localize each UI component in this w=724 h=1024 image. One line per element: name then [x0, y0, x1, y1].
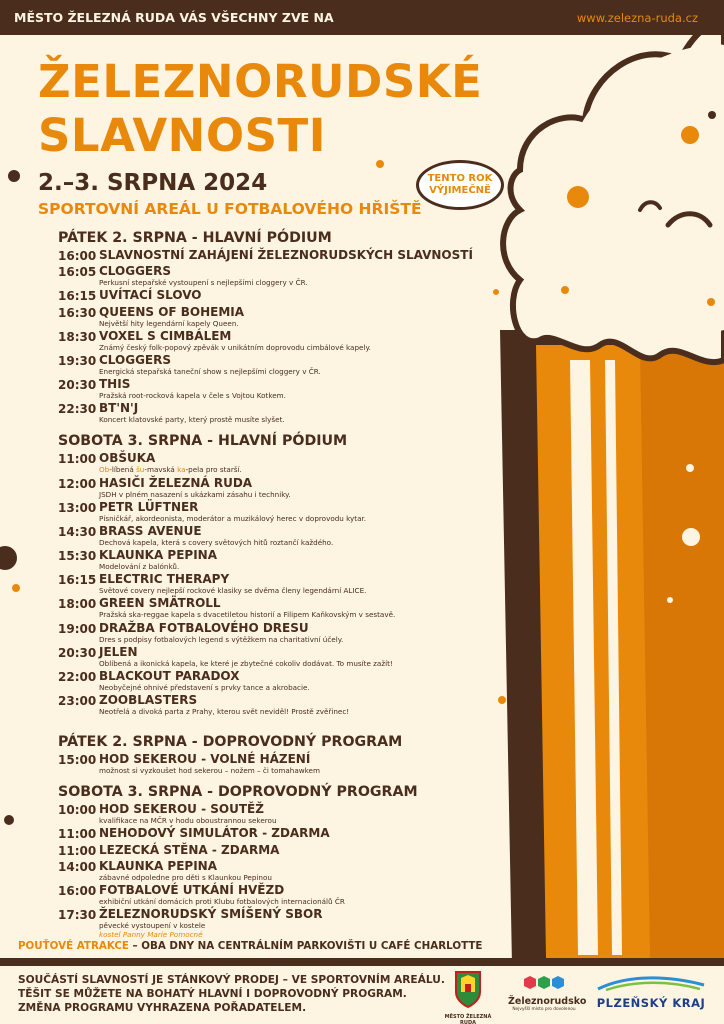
event-description: JSDH v plném nasazení s ukázkami zásahu i techniky.: [99, 489, 291, 499]
title-line-2: SLAVNOSTI: [38, 109, 326, 162]
town-logo-caption: MĚSTO ŽELEZNÁ RUDA: [444, 1014, 492, 1024]
zeleznorudsko-caption: Nejvyšší místo pro dovolenou: [512, 1007, 576, 1012]
event-name: DRAŽBA FOTBALOVÉHO DRESU: [99, 620, 309, 635]
event-row: [58, 670, 478, 692]
event-row: [58, 573, 478, 595]
event-time: 17:30: [58, 908, 97, 923]
event-time: 15:30: [58, 549, 97, 564]
event-row: [58, 803, 478, 825]
event-body: [99, 378, 478, 400]
event-time: 16:30: [58, 305, 97, 320]
event-description: zábavné odpoledne pro děti s Klaunkou Pepinou: [99, 872, 272, 882]
event-description: Energická stepařská taneční show s nejlepšími cloggery v ČR.: [99, 366, 321, 376]
event-body: [99, 622, 478, 644]
event-body: [99, 844, 478, 858]
event-time: 23:00: [58, 694, 97, 709]
bubble-line-2: VÝJIMEČNĚ: [429, 185, 491, 196]
event-name: HOD SEKEROU - VOLNÉ HÁZENÍ: [99, 752, 311, 767]
event-body: [99, 884, 478, 906]
event-time: 19:00: [58, 621, 97, 636]
event-row: [58, 694, 478, 716]
event-description: Největší hity legendární kapely Queen.: [99, 318, 239, 328]
event-description: [99, 465, 478, 474]
event-name: KLAUNKA PEPINA: [99, 858, 217, 873]
event-venue-note: kostel Panny Marie Pomocné: [99, 930, 203, 940]
event-time: 11:00: [58, 843, 97, 858]
event-body: [99, 803, 478, 825]
event-body: [99, 452, 478, 474]
event-description: Písničkář, akordeonista, moderátor a muzikálový herec v doprovodu kytar.: [99, 513, 367, 523]
footer-note: [18, 973, 445, 1015]
event-description: Pražská ska-reggae kapela s dvacetiletou historií a Filipem Kaňkovským v sestavě.: [99, 610, 396, 620]
event-name: VOXEL S CIMBÁLEM: [99, 328, 232, 343]
event-description: Neotřelá a divoká parta z Prahy, kterou svět neviděl! Prostě zvěřinec!: [99, 707, 350, 717]
event-row: [58, 753, 478, 775]
page-title: [38, 55, 482, 163]
event-name: BLACKOUT PARADOX: [99, 669, 240, 683]
event-name: FOTBALOVÉ UTKÁNÍ HVĚZD: [99, 882, 285, 897]
event-row: [58, 265, 478, 287]
event-name: KLAUNKA PEPINA: [99, 548, 217, 563]
event-body: [99, 860, 478, 882]
event-description: Světové covery nejlepší rockové klasiky se dvěma členy legendární ALICE.: [99, 586, 367, 596]
event-row: [58, 646, 478, 668]
section-heading: SOBOTA 3. SRPNA - HLAVNÍ PÓDIUM: [58, 433, 348, 450]
event-name: SLAVNOSTNÍ ZAHÁJENÍ ŽELEZNORUDSKÝCH SLAVNOSTÍ: [99, 248, 473, 262]
event-body: [99, 249, 478, 263]
zeleznorudsko-name: Železnorudsko: [508, 996, 587, 1007]
event-name: QUEENS OF BOHEMIA: [99, 304, 245, 319]
event-description: Dres s podpisy fotbalových legend s výtěžkem na charitativní účely.: [99, 634, 344, 644]
title-line-1: ŽELEZNORUDSKÉ: [38, 55, 483, 108]
event-date: 2.–3. SRPNA 2024: [38, 170, 268, 196]
event-time: 12:00: [58, 476, 97, 491]
footer-line-3: ZMĚNA PROGRAMU VYHRAZENA POŘADATELEM.: [18, 1002, 307, 1014]
event-time: 15:00: [58, 753, 97, 768]
event-time: 11:00: [58, 452, 97, 467]
event-time: 11:00: [58, 827, 97, 842]
event-body: [99, 265, 478, 287]
town-logo: [438, 970, 498, 1024]
event-description: Neobyčejné ohnivé představení s prvky tance a akrobacie.: [99, 683, 310, 692]
hexagons-icon: [522, 974, 566, 992]
description-fragment: -mavská: [144, 465, 178, 475]
event-body: [99, 549, 478, 571]
speech-bubble: [416, 160, 504, 210]
website-link[interactable]: www.zelezna-ruda.cz: [576, 11, 698, 25]
event-time: 10:00: [58, 803, 97, 818]
event-row: [58, 597, 478, 619]
event-time: 16:00: [58, 249, 97, 263]
event-row: [58, 525, 478, 547]
event-body: [99, 597, 478, 619]
region-logo: [590, 975, 712, 1010]
description-fragment: Ob: [99, 465, 110, 475]
invite-text: MĚSTO ŽELEZNÁ RUDA VÁS VŠECHNY ZVE NA: [14, 10, 334, 25]
top-bar: [0, 0, 724, 35]
event-row: [58, 860, 478, 882]
event-time: 22:00: [58, 670, 97, 684]
coat-of-arms-icon: [454, 970, 482, 1008]
event-description: Pražská root-rocková kapela v čele s Vojtou Kotkem.: [99, 391, 286, 401]
event-description: Modelování z balónků.: [99, 562, 180, 572]
event-row: [58, 289, 478, 303]
event-time: 20:30: [58, 378, 97, 393]
event-row: [58, 330, 478, 352]
program-list: [58, 230, 478, 939]
event-row: [58, 908, 478, 939]
event-row: [58, 402, 478, 424]
event-body: [99, 354, 478, 376]
event-time: 19:30: [58, 353, 97, 368]
rides-label: POUŤOVÉ ATRAKCE: [18, 940, 129, 952]
description-fragment: ka: [177, 465, 186, 475]
event-body: [99, 573, 478, 595]
event-row: [58, 306, 478, 328]
event-name: ZOOBLASTERS: [99, 693, 198, 708]
footer-line-1: SOUČÁSTÍ SLAVNOSTÍ JE STÁNKOVÝ PRODEJ – VE SPORTOVNÍM AREÁLU.: [18, 974, 445, 986]
event-name: CLOGGERS: [99, 264, 172, 279]
event-body: [99, 908, 478, 939]
event-description: Oblíbená a ikonická kapela, ke které je zbytečné cokoliv dodávat. To musíte zažít!: [99, 658, 393, 668]
description-fragment: -líbená: [109, 465, 137, 475]
event-name: GREEN SMÄTROLL: [99, 596, 221, 611]
event-time: 13:00: [58, 500, 97, 515]
event-body: [99, 306, 478, 328]
event-description: Perkusní stepařské vystoupení s nejlepšími cloggery v ČR.: [99, 278, 308, 288]
event-venue: SPORTOVNÍ AREÁL U FOTBALOVÉHO HŘIŠTĚ: [38, 200, 422, 218]
description-fragment: -pela pro starší.: [185, 465, 242, 475]
event-description: exhibiční utkání domácích proti Klubu fotbalových internacionálů ČR: [99, 896, 345, 906]
event-name: BT'N'J: [99, 401, 139, 416]
event-time: 16:15: [58, 289, 97, 304]
event-body: [99, 289, 478, 303]
event-row: [58, 452, 478, 474]
event-body: [99, 827, 478, 841]
event-body: [99, 670, 478, 692]
event-body: [99, 753, 478, 775]
event-name: CLOGGERS: [99, 352, 172, 367]
rides-note: [18, 940, 482, 952]
event-name: ELECTRIC THERAPY: [99, 572, 230, 587]
event-description: Koncert klatovské party, který prostě musíte slyšet.: [99, 415, 285, 425]
description-fragment: šu: [136, 465, 145, 475]
event-description: Dechová kapela, která s covery světových hitů roztančí každého.: [99, 537, 334, 547]
section-heading: PÁTEK 2. SRPNA - HLAVNÍ PÓDIUM: [58, 230, 332, 246]
event-name: NEHODOVÝ SIMULÁTOR - ZDARMA: [99, 826, 330, 841]
event-time: 14:00: [58, 859, 97, 874]
event-body: [99, 330, 478, 352]
event-body: [99, 694, 478, 716]
event-row: [58, 354, 478, 376]
event-time: 18:00: [58, 597, 97, 612]
event-name: LEZECKÁ STĚNA - ZDARMA: [99, 842, 280, 857]
region-name: PLZEŇSKÝ KRAJ: [596, 996, 706, 1010]
region-swoosh-icon: [596, 975, 706, 991]
event-body: [99, 402, 478, 424]
section-heading: SOBOTA 3. SRPNA - DOPROVODNÝ PROGRAM: [58, 784, 418, 801]
event-row: [58, 477, 478, 499]
event-row: [58, 622, 478, 644]
event-time: 18:30: [58, 329, 97, 344]
event-description: kvalifikace na MČR v hodu oboustrannou sekerou: [99, 816, 277, 826]
event-time: 16:05: [58, 265, 97, 280]
event-name: THIS: [99, 377, 131, 392]
event-row: [58, 827, 478, 841]
event-row: [58, 844, 478, 858]
event-name: BRASS AVENUE: [99, 523, 202, 538]
event-row: [58, 249, 478, 263]
event-body: [99, 477, 478, 499]
event-body: [99, 525, 478, 547]
section-heading: PÁTEK 2. SRPNA - DOPROVODNÝ PROGRAM: [58, 734, 403, 751]
event-name: OBŠUKA: [99, 451, 156, 466]
event-time: 14:30: [58, 524, 97, 539]
event-name: JELEN: [99, 644, 138, 659]
event-name: PETR LÜFTNER: [99, 499, 199, 514]
event-name: HOD SEKEROU - SOUTĚŽ: [99, 802, 264, 817]
event-description: pěvecké vystoupení v kostele: [99, 921, 206, 931]
event-time: 20:30: [58, 645, 97, 660]
event-row: [58, 378, 478, 400]
zeleznorudsko-logo: [508, 974, 587, 1012]
event-description: Známý český folk-popový zpěvák v unikátním doprovodu cimbálové kapely.: [99, 342, 371, 352]
event-row: [58, 501, 478, 523]
event-description: možnost si vyzkoušet hod sekerou – nožem – či tomahawkem: [99, 766, 320, 776]
event-name: HASIČI ŽELEZNÁ RUDA: [99, 475, 253, 490]
event-row: [58, 884, 478, 906]
rides-location: – OBA DNY NA CENTRÁLNÍM PARKOVIŠTI U CAFÉ CHARLOTTE: [128, 940, 483, 952]
event-row: [58, 549, 478, 571]
event-time: 16:00: [58, 883, 97, 898]
event-name: UVÍTACÍ SLOVO: [99, 288, 202, 303]
event-body: [99, 501, 478, 523]
event-body: [99, 646, 478, 668]
bubble-line-1: TENTO ROK: [427, 173, 493, 184]
event-time: 16:15: [58, 573, 97, 588]
footer-line-2: TĚŠIT SE MŮŽETE NA BOHATÝ HLAVNÍ I DOPROVODNÝ PROGRAM.: [18, 988, 407, 1000]
event-name: ŽELEZNORUDSKÝ SMÍŠENÝ SBOR: [99, 907, 323, 922]
event-time: 22:30: [58, 402, 97, 417]
footer-divider: [0, 958, 724, 966]
